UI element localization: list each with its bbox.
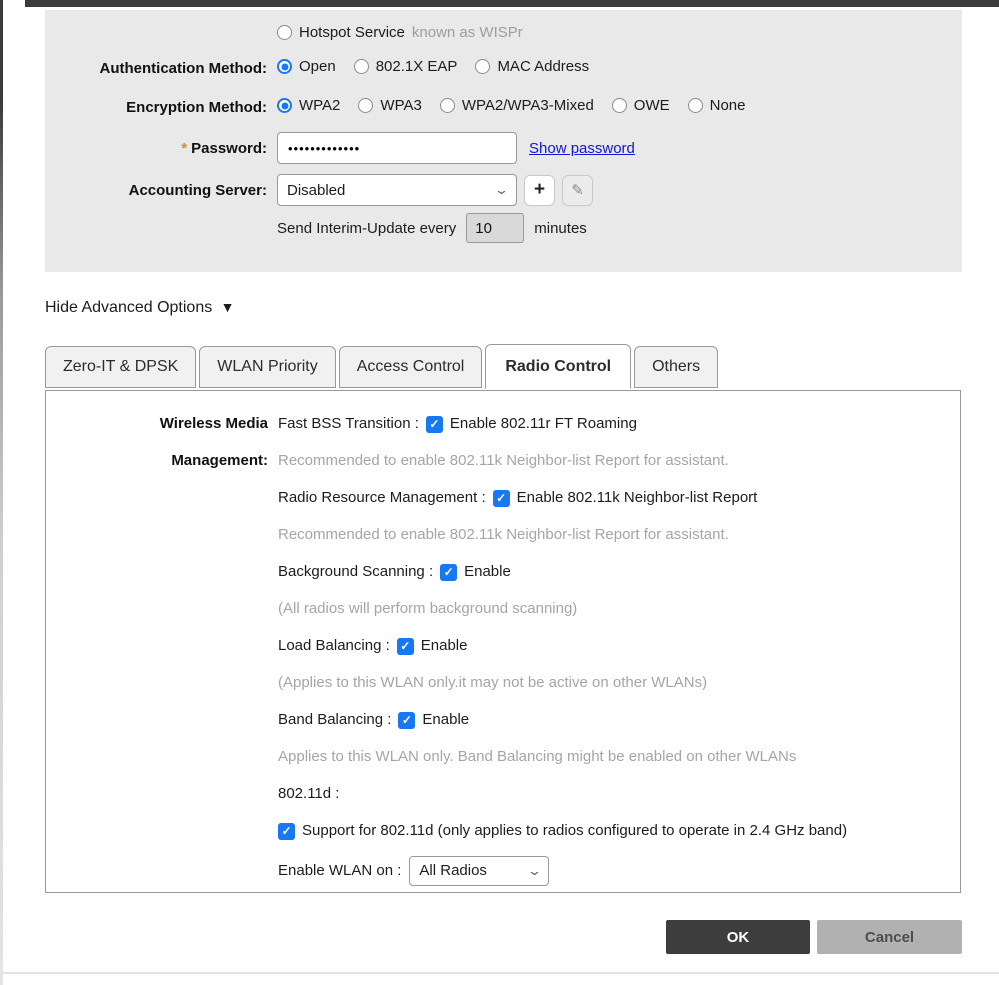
80211d-support-text: Support for 802.11d (only applies to radios configured to operate in 2.4 GHz band)	[302, 822, 848, 839]
radio-icon	[277, 98, 292, 113]
authentication-method-options	[277, 58, 607, 78]
hotspot-service-label: Hotspot Service	[299, 23, 405, 41]
encryption-option-label: None	[709, 97, 746, 114]
rrm-note-content	[278, 523, 960, 547]
encryption-option-label: WPA3	[380, 97, 422, 114]
checkbox-checked-icon[interactable]: ✓	[426, 416, 443, 433]
load-balancing-label: Load Balancing :	[278, 637, 390, 654]
checkbox-checked-icon[interactable]: ✓	[397, 638, 414, 655]
background-scanning-note-row	[46, 597, 960, 621]
encryption-method-row	[45, 95, 962, 119]
radio-icon	[277, 59, 292, 74]
accounting-server-value: Disabled	[287, 181, 346, 199]
accounting-server-row	[45, 174, 962, 206]
fast-bss-transition-row	[46, 412, 960, 436]
rrm-note: Recommended to enable 802.11k Neighbor-list Report for assistant.	[278, 526, 729, 543]
checkbox-checked-icon[interactable]: ✓	[440, 564, 457, 581]
radio-icon	[475, 59, 490, 74]
load-balancing-row	[46, 634, 960, 658]
80211d-heading-row	[46, 782, 960, 806]
enable-wlan-on-value: All Radios	[419, 862, 487, 879]
accounting-server-label: Accounting Server:	[128, 181, 267, 199]
80211d-support-row	[46, 819, 960, 843]
authentication-option-open[interactable]	[277, 58, 336, 75]
band-balancing-note: Applies to this WLAN only. Band Balancing might be enabled on other WLANs	[278, 748, 797, 765]
radio-dot	[281, 63, 288, 70]
radio-resource-management-text: Enable 802.11k Neighbor-list Report	[516, 489, 758, 506]
fast-bss-transition-label: Fast BSS Transition :	[278, 415, 419, 432]
encryption-option-wpa2-wpa3-mixed[interactable]	[440, 97, 594, 114]
encryption-option-owe[interactable]	[612, 97, 670, 114]
80211d-heading-content	[278, 782, 960, 806]
encryption-method-label: Encryption Method:	[126, 98, 267, 116]
tab-others[interactable]: Others	[634, 346, 718, 388]
password-label: * Password:	[181, 139, 267, 157]
background-scanning-row	[46, 560, 960, 584]
accounting-server-select[interactable]	[277, 174, 517, 206]
background-scanning-label: Background Scanning :	[278, 563, 434, 580]
band-balancing-row	[46, 708, 960, 732]
fast-bss-note-row	[46, 449, 960, 473]
wlan-settings-panel	[45, 10, 962, 272]
required-asterisk: *	[181, 139, 188, 157]
password-row	[45, 132, 962, 164]
radio-control-panel	[45, 390, 961, 893]
interim-update-input[interactable]	[466, 213, 524, 243]
tab-access-control[interactable]: Access Control	[339, 346, 483, 388]
load-balancing-note: (Applies to this WLAN only.it may not be active on other WLANs)	[278, 674, 708, 691]
authentication-method-label: Authentication Method:	[99, 59, 267, 77]
radio-control-rows	[46, 412, 960, 886]
encryption-option-label: WPA2	[299, 97, 341, 114]
band-balancing-note-row	[46, 745, 960, 769]
add-accounting-server-button[interactable]: +	[524, 175, 555, 206]
background-scanning-text: Enable	[464, 563, 511, 580]
window-top-edge	[25, 0, 999, 7]
fast-bss-note: Recommended to enable 802.11k Neighbor-list Report for assistant.	[278, 452, 729, 469]
edit-pencil-icon[interactable]: ✎	[562, 175, 593, 206]
hotspot-service-row	[45, 20, 962, 44]
interim-update-row	[45, 212, 962, 244]
radio-icon	[358, 98, 373, 113]
authentication-option-mac-address[interactable]	[475, 58, 589, 75]
radio-option-hotspot-service[interactable]	[277, 24, 523, 41]
tab-wlan-priority[interactable]: WLAN Priority	[199, 346, 335, 388]
scrollbar[interactable]	[0, 0, 3, 985]
advanced-options-tabs	[45, 344, 721, 388]
fast-bss-note-content	[278, 449, 960, 473]
enable-wlan-on-content	[278, 856, 960, 886]
enable-wlan-on-row	[46, 856, 960, 886]
radio-icon	[688, 98, 703, 113]
80211d-support-content	[278, 819, 960, 843]
band-balancing-label: Band Balancing :	[278, 711, 392, 728]
wireless-media-management-label: Wireless Media	[159, 415, 268, 432]
wireless-media-management-label-2: Management:	[171, 452, 268, 469]
radio-icon	[354, 59, 369, 74]
radio-icon	[277, 25, 292, 40]
encryption-option-wpa3[interactable]	[358, 97, 421, 114]
ok-button[interactable]: OK	[666, 920, 810, 954]
hide-advanced-options-label: Hide Advanced Options	[45, 299, 213, 316]
load-balancing-note-content	[278, 671, 960, 695]
collapse-arrow-icon: ▼	[220, 299, 235, 315]
load-balancing-text: Enable	[420, 637, 468, 654]
authentication-method-row	[45, 56, 962, 80]
fast-bss-transition-content	[278, 412, 960, 436]
interim-update-prefix: Send Interim-Update every	[277, 219, 457, 237]
fast-bss-transition-text: Enable 802.11r FT Roaming	[449, 415, 637, 432]
checkbox-checked-icon[interactable]: ✓	[278, 823, 295, 840]
80211d-heading: 802.11d :	[278, 785, 340, 802]
background-scanning-content	[278, 560, 960, 584]
checkbox-checked-icon[interactable]: ✓	[493, 490, 510, 507]
radio-resource-management-row	[46, 486, 960, 510]
interim-update-suffix: minutes	[534, 219, 587, 237]
radio-resource-management-content	[278, 486, 960, 510]
authentication-option-label: MAC Address	[497, 58, 590, 75]
radio-icon	[612, 98, 627, 113]
checkbox-checked-icon[interactable]: ✓	[398, 712, 415, 729]
load-balancing-content	[278, 634, 960, 658]
authentication-option-8021x-eap[interactable]	[354, 58, 458, 75]
password-input[interactable]	[277, 132, 517, 164]
enable-wlan-on-select[interactable]	[409, 856, 549, 886]
rrm-note-row	[46, 523, 960, 547]
encryption-method-options	[277, 97, 763, 117]
bottom-divider	[0, 972, 999, 974]
encryption-option-label: WPA2/WPA3-Mixed	[461, 97, 594, 114]
encryption-option-label: OWE	[633, 97, 670, 114]
radio-resource-management-label: Radio Resource Management :	[278, 489, 486, 506]
load-balancing-note-row	[46, 671, 960, 695]
background-scanning-note-content	[278, 597, 960, 621]
band-balancing-note-content	[278, 745, 960, 769]
enable-wlan-on-label: Enable WLAN on :	[278, 862, 402, 879]
band-balancing-text: Enable	[422, 711, 470, 728]
encryption-option-wpa2[interactable]	[277, 97, 340, 114]
radio-dot	[281, 102, 288, 109]
chevron-down-icon: ⌄	[526, 863, 542, 878]
chevron-down-icon: ⌄	[493, 182, 510, 197]
background-scanning-note: (All radios will perform background scanning)	[278, 600, 578, 617]
show-password-link[interactable]: Show password	[529, 139, 635, 157]
band-balancing-content	[278, 708, 960, 732]
radio-icon	[440, 98, 455, 113]
cancel-button[interactable]: Cancel	[817, 920, 962, 954]
hide-advanced-options-toggle[interactable]	[45, 299, 235, 317]
encryption-option-none[interactable]	[688, 97, 746, 114]
hotspot-service-note: known as WISPr	[411, 23, 523, 41]
authentication-option-label: Open	[299, 58, 336, 75]
tab-radio-control[interactable]: Radio Control	[485, 344, 631, 389]
tab-zero-it-dpsk[interactable]: Zero-IT & DPSK	[45, 346, 196, 388]
authentication-option-label: 802.1X EAP	[375, 58, 458, 75]
